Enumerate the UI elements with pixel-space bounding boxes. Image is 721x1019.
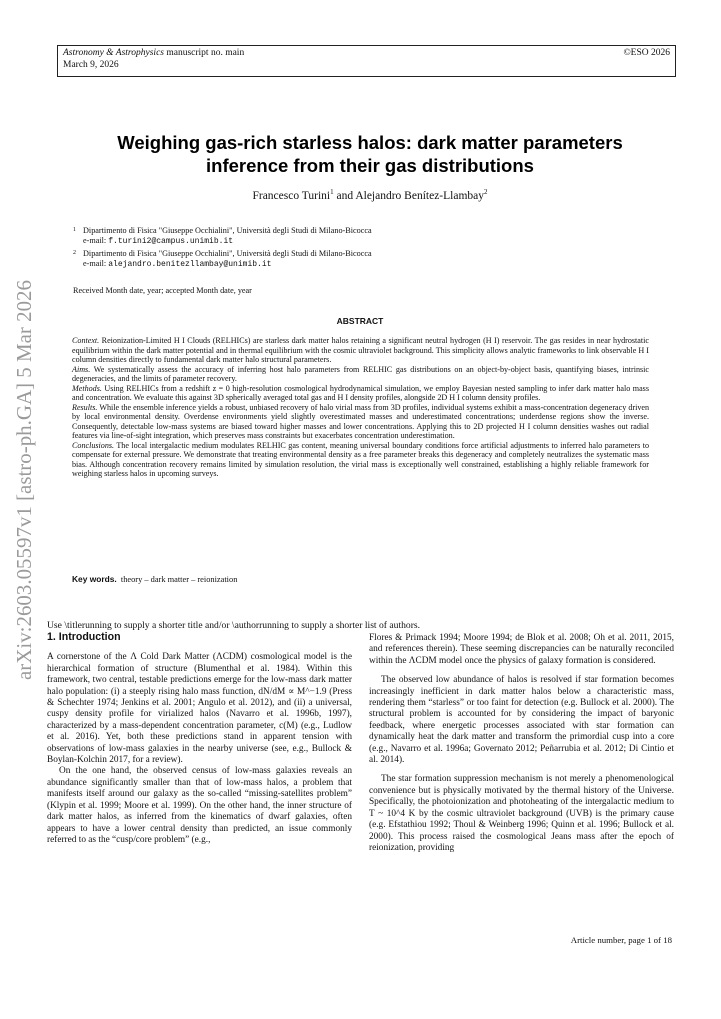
abstract-aims bbox=[72, 365, 649, 384]
abstract-conclusions-label: Conclusions. bbox=[72, 440, 115, 450]
right-column bbox=[369, 633, 674, 854]
received-dates: Received Month date, year; accepted Month date, year bbox=[73, 286, 252, 295]
affiliation-number: 2 bbox=[73, 250, 76, 256]
abstract-methods-label: Methods. bbox=[72, 383, 102, 393]
affiliation-number: 1 bbox=[73, 227, 76, 233]
journal-name: Astronomy & Astrophysics bbox=[63, 48, 164, 58]
affiliation-email-line bbox=[73, 259, 372, 270]
author-2-affil-mark: 2 bbox=[484, 188, 488, 196]
abstract-heading: ABSTRACT bbox=[336, 316, 384, 326]
arxiv-id-text: arXiv:2603.05597v1 [astro-ph.GA] 5 Mar 2026 bbox=[12, 278, 36, 680]
keywords bbox=[72, 574, 237, 584]
intro-paragraph-2: On the one hand, the observed census of low-mass galaxies reveals an abundance significantly smaller than that of low-mass halos, a problem that manifests itself around our galaxy as the so-called “missing-satellites problem” (Klypin et al. 1999; Moore et al. 1999). On the other hand, the inner structure of dark matter halos, as inferred from the kinematics of dwarf galaxies, often appears to have a lower central density than predicted, an issue commonly referred to as the “cusp/core problem” (e.g., bbox=[47, 766, 352, 845]
abstract-methods-text: Using RELHICs from a redshift z = 0 high-resolution cosmological hydrodynamical simulation, we employ Bayesian nested sampling to infer dark matter halo mass and concentration. We evaluate this against 3D spherically averaged total gas and H I density profiles, alongside 2D H I column density profiles. bbox=[72, 383, 649, 402]
abstract-aims-text: We systematically assess the accuracy of inferring host halo parameters from RELHIC gas distributions on an object-by-object basis, quantifying biases, intrinsic degeneracies, and the limits of parameter recovery. bbox=[72, 364, 649, 383]
abstract-context-text: Reionization-Limited H I Clouds (RELHICs) are starless dark matter halos retaining a significant neutral hydrogen (H I) reservoir. The gas resides in near hydrostatic equilibrium within the dark matter potential and in thermal equilibrium with the cosmic ultraviolet background. This simplicity allows analytic frameworks to link observable H I column densities directly to fundamental dark matter halo structural parameters. bbox=[72, 336, 649, 364]
abstract-results-label: Results. bbox=[72, 402, 98, 412]
abstract-body bbox=[72, 336, 649, 479]
abstract-context-label: Context. bbox=[72, 336, 100, 345]
section-heading-introduction: 1. Introduction bbox=[47, 631, 121, 643]
paper-title-line-2: inference from their gas distributions bbox=[206, 155, 534, 176]
manuscript-header bbox=[57, 45, 676, 77]
copyright-notice: ©ESO 2026 bbox=[623, 48, 670, 58]
affiliation-email-line bbox=[73, 236, 372, 247]
email-address: alejandro.benitezllambay@unimib.it bbox=[108, 260, 272, 269]
intro-paragraph-1: A cornerstone of the Λ Cold Dark Matter (ΛCDM) cosmological model is the hierarchical formation of structure (Blumenthal et al. 1984). Within this framework, two central, testable predictions emerge for the low-mass dark matter halo population: (i) a steeply rising halo mass function, dN/dM ∝ M^−1.9 (Press & Schechter 1974; Jenkins et al. 2001; Angulo et al. 2012), and (ii) a universal, cuspy density profile for virialized halos (Navarro et al. 1996b, 1997), characterized by a mass-dependent concentration parameter, c(M) (e.g., Ludlow et al. 2016). Yet, both these predictions stand in apparent tension with observations of low-mass galaxies in the nearby universe (see, e.g., Bullock & Boylan-Kolchin 2017, for a review). bbox=[47, 652, 352, 766]
keywords-list: theory – dark matter – reionization bbox=[120, 575, 238, 584]
running-title-note: Use \titlerunning to supply a shorter title and/or \authorrunning to supply a shorter list of authors. bbox=[47, 620, 421, 631]
abstract-methods bbox=[72, 384, 649, 403]
intro-paragraph-5: The star formation suppression mechanism is not merely a phenomenological convenience but is physically motivated by the thermal history of the Universe. Specifically, the photoionization and photoheating of the intergalactic medium to T ~ 10^4 K by the cosmic ultraviolet background (UVB) is the primary cause (e.g. Efstathiou 1992; Thoul & Weinberg 1996; Quinn et al. 1996; Bullock et al. 2000). This process raised the cosmological Jeans mass after the epoch of reionization, providing bbox=[369, 774, 674, 853]
email-address: f.turini2@campus.unimib.it bbox=[108, 237, 234, 246]
page-footer: Article number, page 1 of 18 bbox=[570, 935, 672, 945]
manuscript-number: manuscript no. main bbox=[163, 48, 245, 58]
left-column bbox=[47, 632, 352, 846]
author-join: and bbox=[333, 189, 356, 202]
abstract-aims-label: Aims. bbox=[72, 364, 91, 374]
manuscript-date: March 9, 2026 bbox=[63, 60, 119, 70]
email-label: e-mail: bbox=[83, 236, 109, 245]
abstract-context bbox=[72, 336, 649, 365]
abstract-results bbox=[72, 403, 649, 441]
journal-line bbox=[63, 48, 244, 59]
keywords-label: Key words. bbox=[72, 574, 117, 584]
abstract-results-text: While the ensemble inference yields a robust, unbiased recovery of halo virial mass from 3D profiles, individual systems exhibit a mass-concentration degeneracy driven by local environmental density. Overdense environments yield slightly overestimated masses and underestimated concentrations; underdense regions show the inverse. Consequently, detectable low-mass systems are biased toward higher masses and lower concentrations. Applying this to 2D projected H I column densities washes out radial features via line-of-sight integration, which preserves mass constraints but exacerbates concentration underestimation. bbox=[72, 402, 649, 440]
affiliation-1 bbox=[73, 226, 372, 247]
affiliation-institution: Dipartimento di Fisica "Giuseppe Occhialini", Università degli Studi di Milano-Bicocca bbox=[83, 226, 372, 235]
author-list bbox=[70, 188, 670, 202]
paper-title bbox=[70, 131, 670, 177]
author-2: Alejandro Benítez-Llambay bbox=[355, 189, 485, 202]
author-1: Francesco Turini bbox=[252, 189, 331, 202]
affiliation-institution: Dipartimento di Fisica "Giuseppe Occhialini", Università degli Studi di Milano-Bicocca bbox=[83, 249, 372, 258]
paper-title-line-1: Weighing gas-rich starless halos: dark matter parameters bbox=[117, 132, 623, 153]
abstract-conclusions bbox=[72, 441, 649, 479]
arxiv-stamp bbox=[2, 270, 42, 690]
abstract-conclusions-text: The local intergalactic medium modulates RELHIC gas content, meaning universal boundary conditions force artificial adjustments to inferred halo parameters to compensate for external pressure. We demonstrate that treating environmental density as a free parameter breaks this degeneracy and completely neutralizes the systematic mass bias. Although concentration recovery remains limited by simulation resolution, the virial mass is exceptionally well constrained, establishing a highly reliable framework for weighing starless halos in upcoming surveys. bbox=[72, 440, 649, 478]
affiliation-2 bbox=[73, 249, 372, 270]
email-label: e-mail: bbox=[83, 259, 109, 268]
author-1-affil-mark: 1 bbox=[330, 188, 334, 196]
intro-paragraph-3: Flores & Primack 1994; Moore 1994; de Blok et al. 2008; Oh et al. 2011, 2015, and references therein). These seeming discrepancies can be naturally reconciled within the ΛCDM model once the physics of galaxy formation is considered. bbox=[369, 633, 674, 666]
intro-paragraph-4: The observed low abundance of halos is resolved if star formation becomes increasingly inefficient in dark matter halos below a characteristic mass, rendering them “starless” or too faint for detection (e.g. Bullock et al. 2000). The structural problem is accounted for by considering the impact of baryonic feedback, where energetic processes associated with star formation can dynamically heat the dark matter and transform the primordial cusp into a core (e.g., Navarro et al. 1996a; Governato 2012; Peñarrubia et al. 2012; Di Cintio et al. 2014). bbox=[369, 675, 674, 766]
